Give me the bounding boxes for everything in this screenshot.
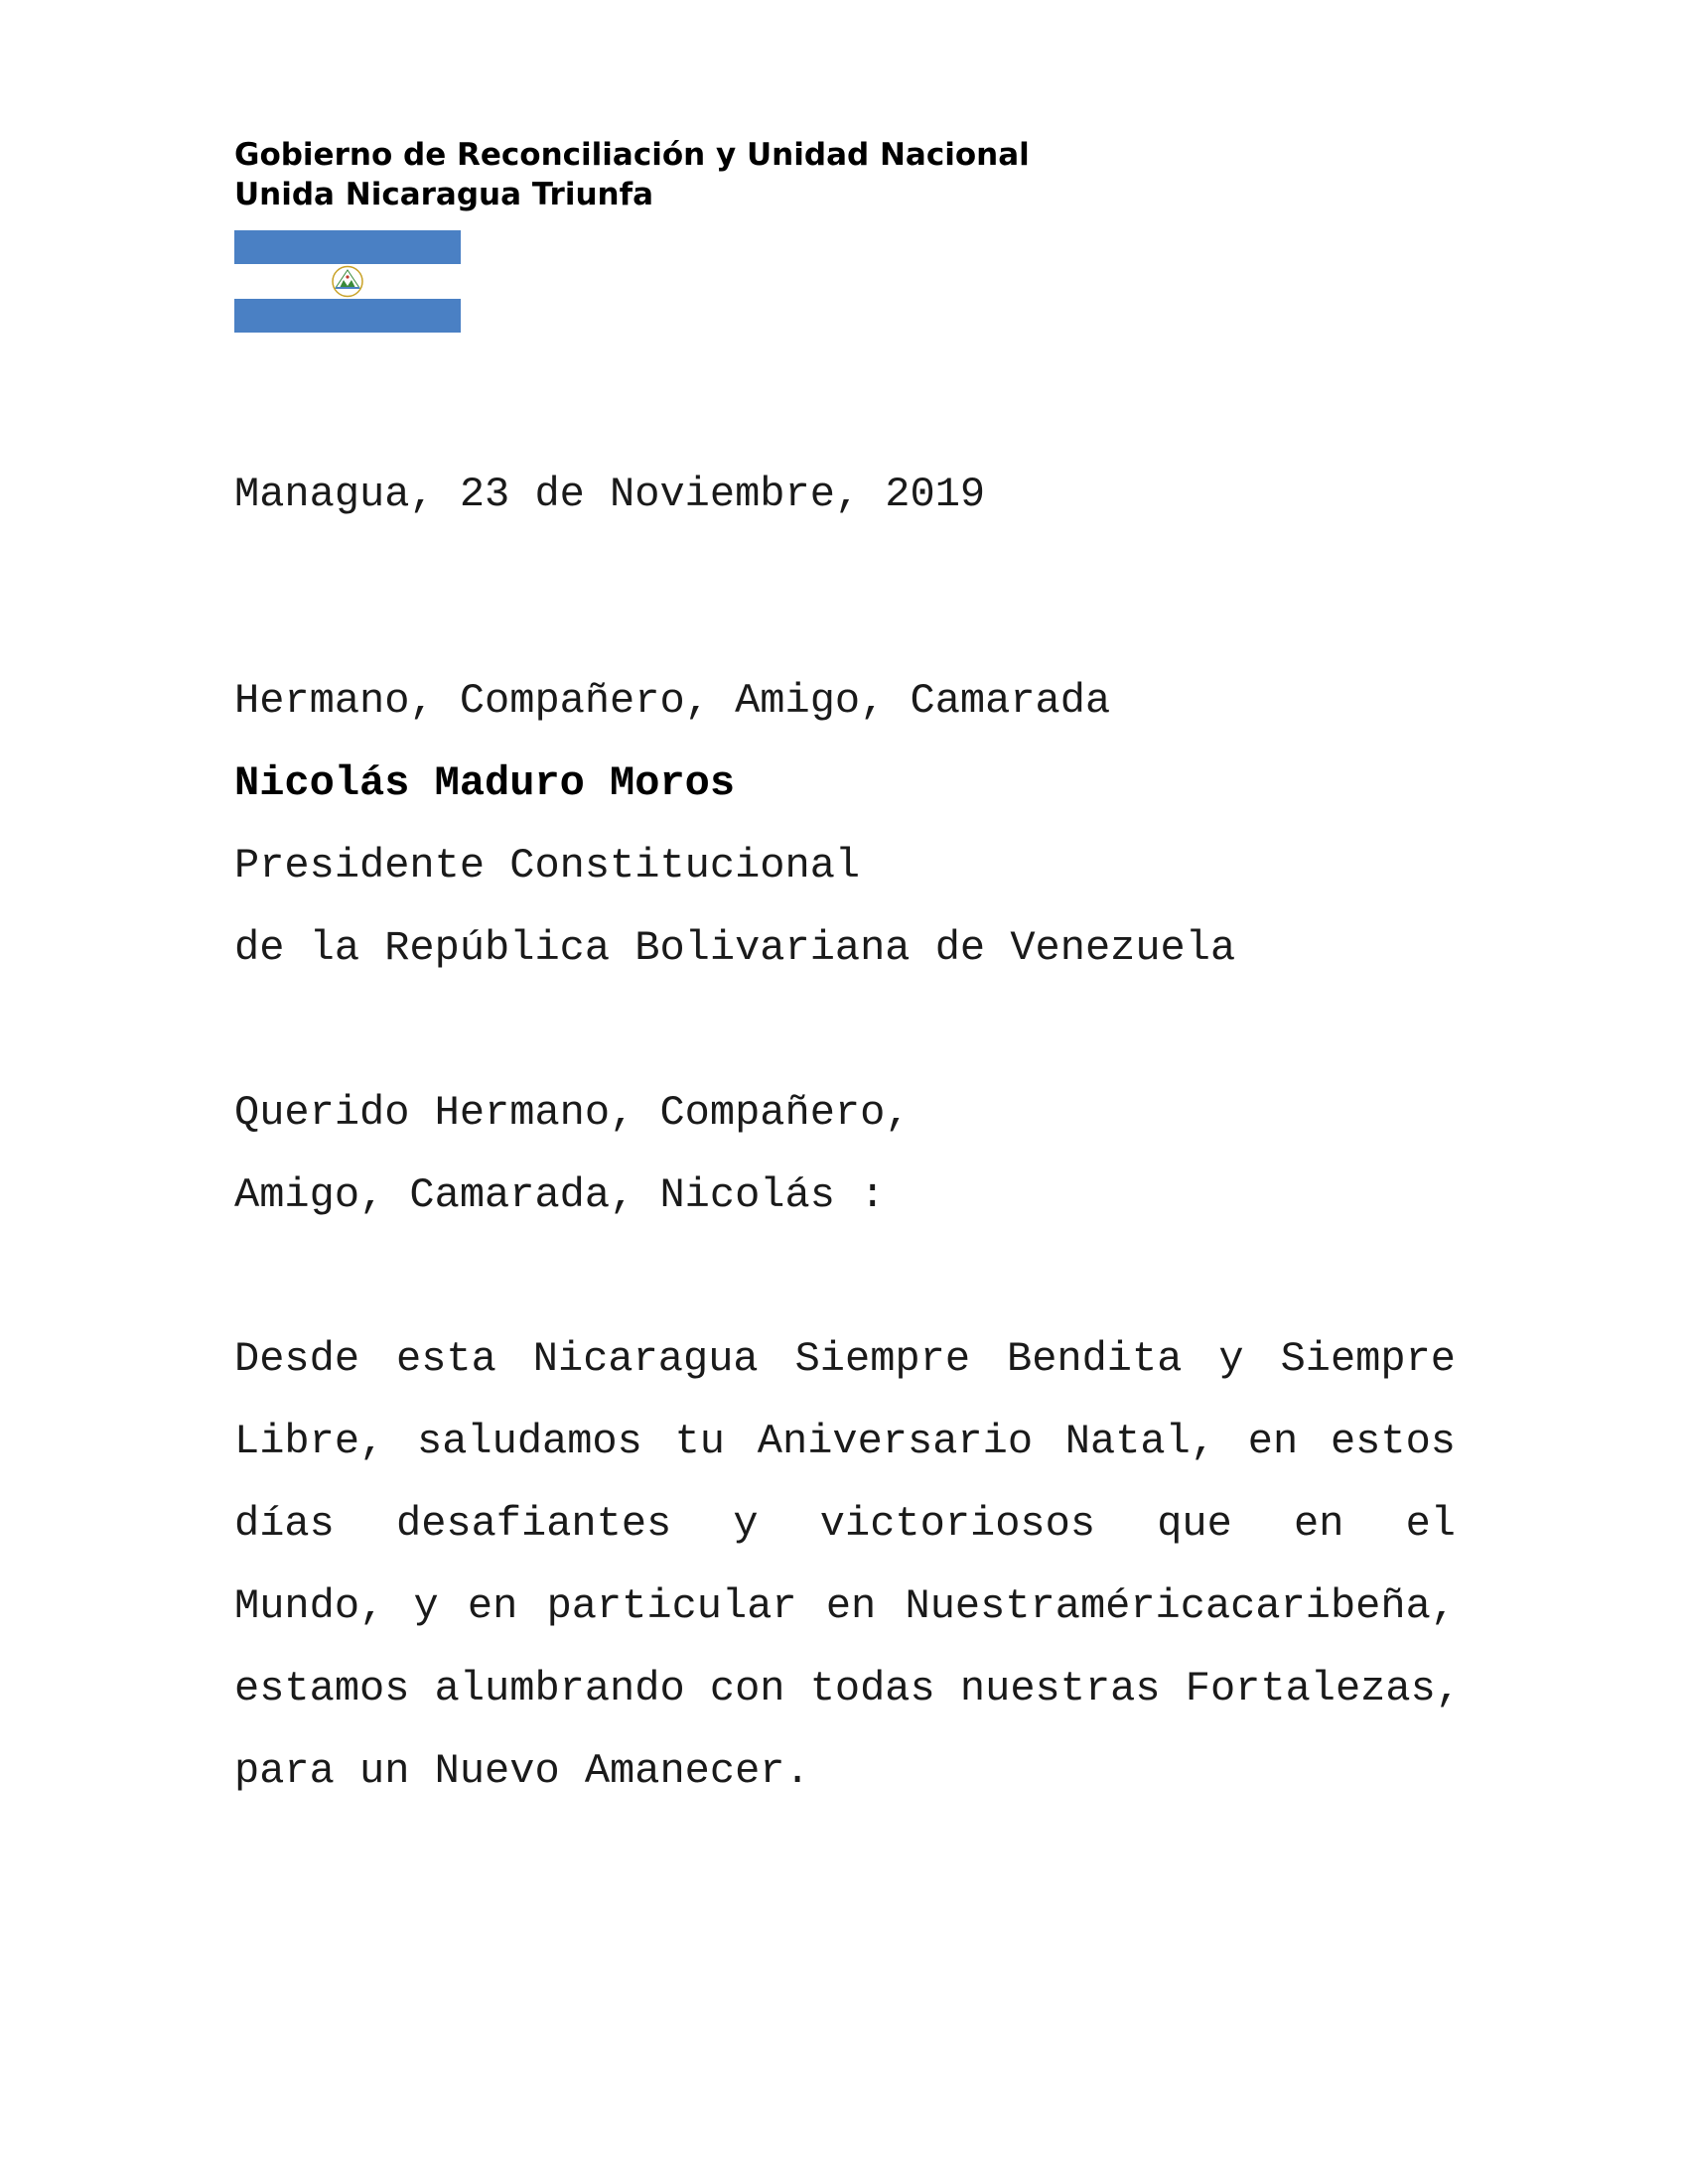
salutation-line2: Amigo, Camarada, Nicolás : — [234, 1171, 886, 1219]
salutation-block — [234, 1072, 911, 1237]
body-line: estamos alumbrando con todas nuestras Fortalezas, — [234, 1665, 1462, 1712]
letterhead — [234, 135, 1030, 214]
nicaragua-flag-icon — [234, 230, 461, 333]
recipient-greeting: Hermano, Compañero, Amigo, Camarada — [234, 677, 1111, 725]
recipient-title-line2: de la República Bolivariana de Venezuela — [234, 924, 1236, 972]
body-line: Desde esta Nicaragua Siempre Bendita y Siempre — [234, 1335, 1456, 1383]
letter-date: Managua, 23 de Noviembre, 2019 — [234, 471, 986, 518]
body-line: para un Nuevo Amanecer. — [234, 1747, 810, 1795]
letterhead-slogan: Unida Nicaragua Triunfa — [234, 177, 654, 212]
body-line: Libre, saludamos tu Aniversario Natal, en estos — [234, 1418, 1456, 1465]
body-line: días desafiantes y victoriosos que en el — [234, 1500, 1456, 1548]
recipient-title-line1: Presidente Constitucional — [234, 842, 861, 889]
letter-body — [234, 1318, 1462, 1813]
recipient-name: Nicolás Maduro Moros — [234, 759, 736, 807]
salutation-line1: Querido Hermano, Compañero, — [234, 1089, 911, 1137]
letterhead-government-name: Gobierno de Reconciliación y Unidad Nacional — [234, 137, 1030, 173]
body-line: Mundo, y en particular en Nuestraméricacaribeña, — [234, 1582, 1456, 1630]
recipient-block — [234, 660, 1235, 990]
